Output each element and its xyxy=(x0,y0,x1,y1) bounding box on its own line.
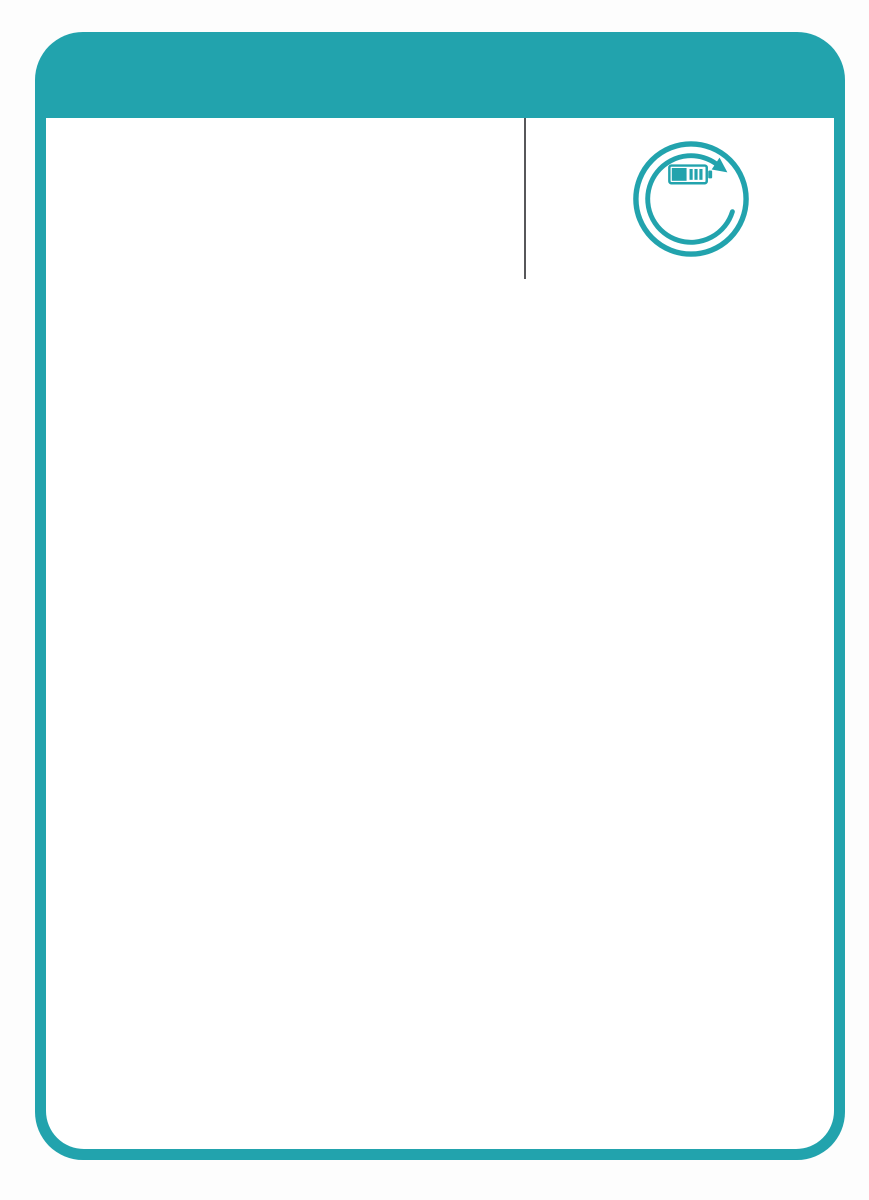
battery-comparison-card xyxy=(35,32,845,1160)
runtime-badge-graphic xyxy=(630,138,752,260)
battery-table xyxy=(46,118,834,1149)
runtime-badge xyxy=(630,138,752,260)
table-header-row xyxy=(46,118,834,279)
header-empty-cell xyxy=(46,118,524,279)
runtime-header-cell xyxy=(524,118,834,279)
card-header xyxy=(46,32,834,118)
